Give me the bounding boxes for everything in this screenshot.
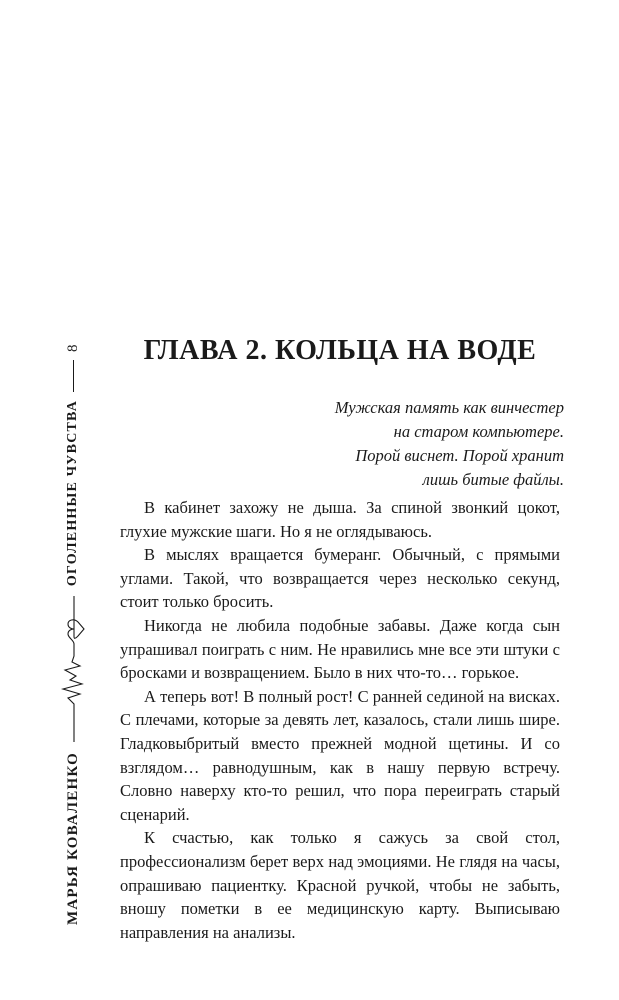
paragraph: А теперь вот! В полный рост! С ранней сединой на висках. С плечами, которые за девять лет, казалось, стали лишь шире. Гладковыбритый вместо прежней модной щетины. И со взглядом… равнодушным, как в нашу первую встречу. Словно наверху кто-то решил, что пора переиграть старый сценарий.	[120, 686, 560, 824]
running-header-rotated	[58, 335, 88, 925]
running-header-author: МАРЬЯ КОВАЛЕНКО	[64, 752, 81, 925]
chapter-title: ГЛАВА 2. КОЛЬЦА НА ВОДЕ	[143, 335, 537, 366]
epigraph-line: Мужская память как винчестер	[334, 398, 564, 417]
paragraph: В мыслях вращается бумеранг. Обычный, с прямыми углами. Такой, что возвращается через несколько секунд, стоит только бросить.	[120, 545, 560, 612]
epigraph	[234, 396, 564, 492]
epigraph-line: Порой виснет. Порой хранит	[355, 446, 564, 465]
running-header-divider	[73, 360, 74, 392]
epigraph-line: лишь битые файлы.	[422, 470, 564, 489]
running-header-book-title: ОГОЛЕННЫЕ ЧУВСТВА	[65, 399, 80, 587]
epigraph-line: на старом компьютере.	[393, 422, 564, 441]
paragraph: Никогда не любила подобные забавы. Даже когда сын упрашивал поиграть с ним. Не нравились мне все эти штуки с бросками и возвращением. Было в них что-то… горькое.	[120, 615, 560, 683]
paragraph: К счастью, как только я сажусь за свой стол, профессионализм берет верх над эмоциями. Не глядя на часы, опрашиваю пациентку. Красной ручкой, чтобы не забыть, вношу пометки в ее медицинскую карту. Выписываю направления на анализы.	[120, 828, 560, 942]
heartbeat-heart-icon	[60, 594, 86, 744]
body-text	[120, 496, 560, 944]
page-number: 8	[64, 343, 81, 352]
running-header	[58, 335, 88, 925]
paragraph: В кабинет захожу не дыша. За спиной звонкий цокот, глухие мужские шаги. Но я не оглядываюсь.	[120, 498, 560, 541]
